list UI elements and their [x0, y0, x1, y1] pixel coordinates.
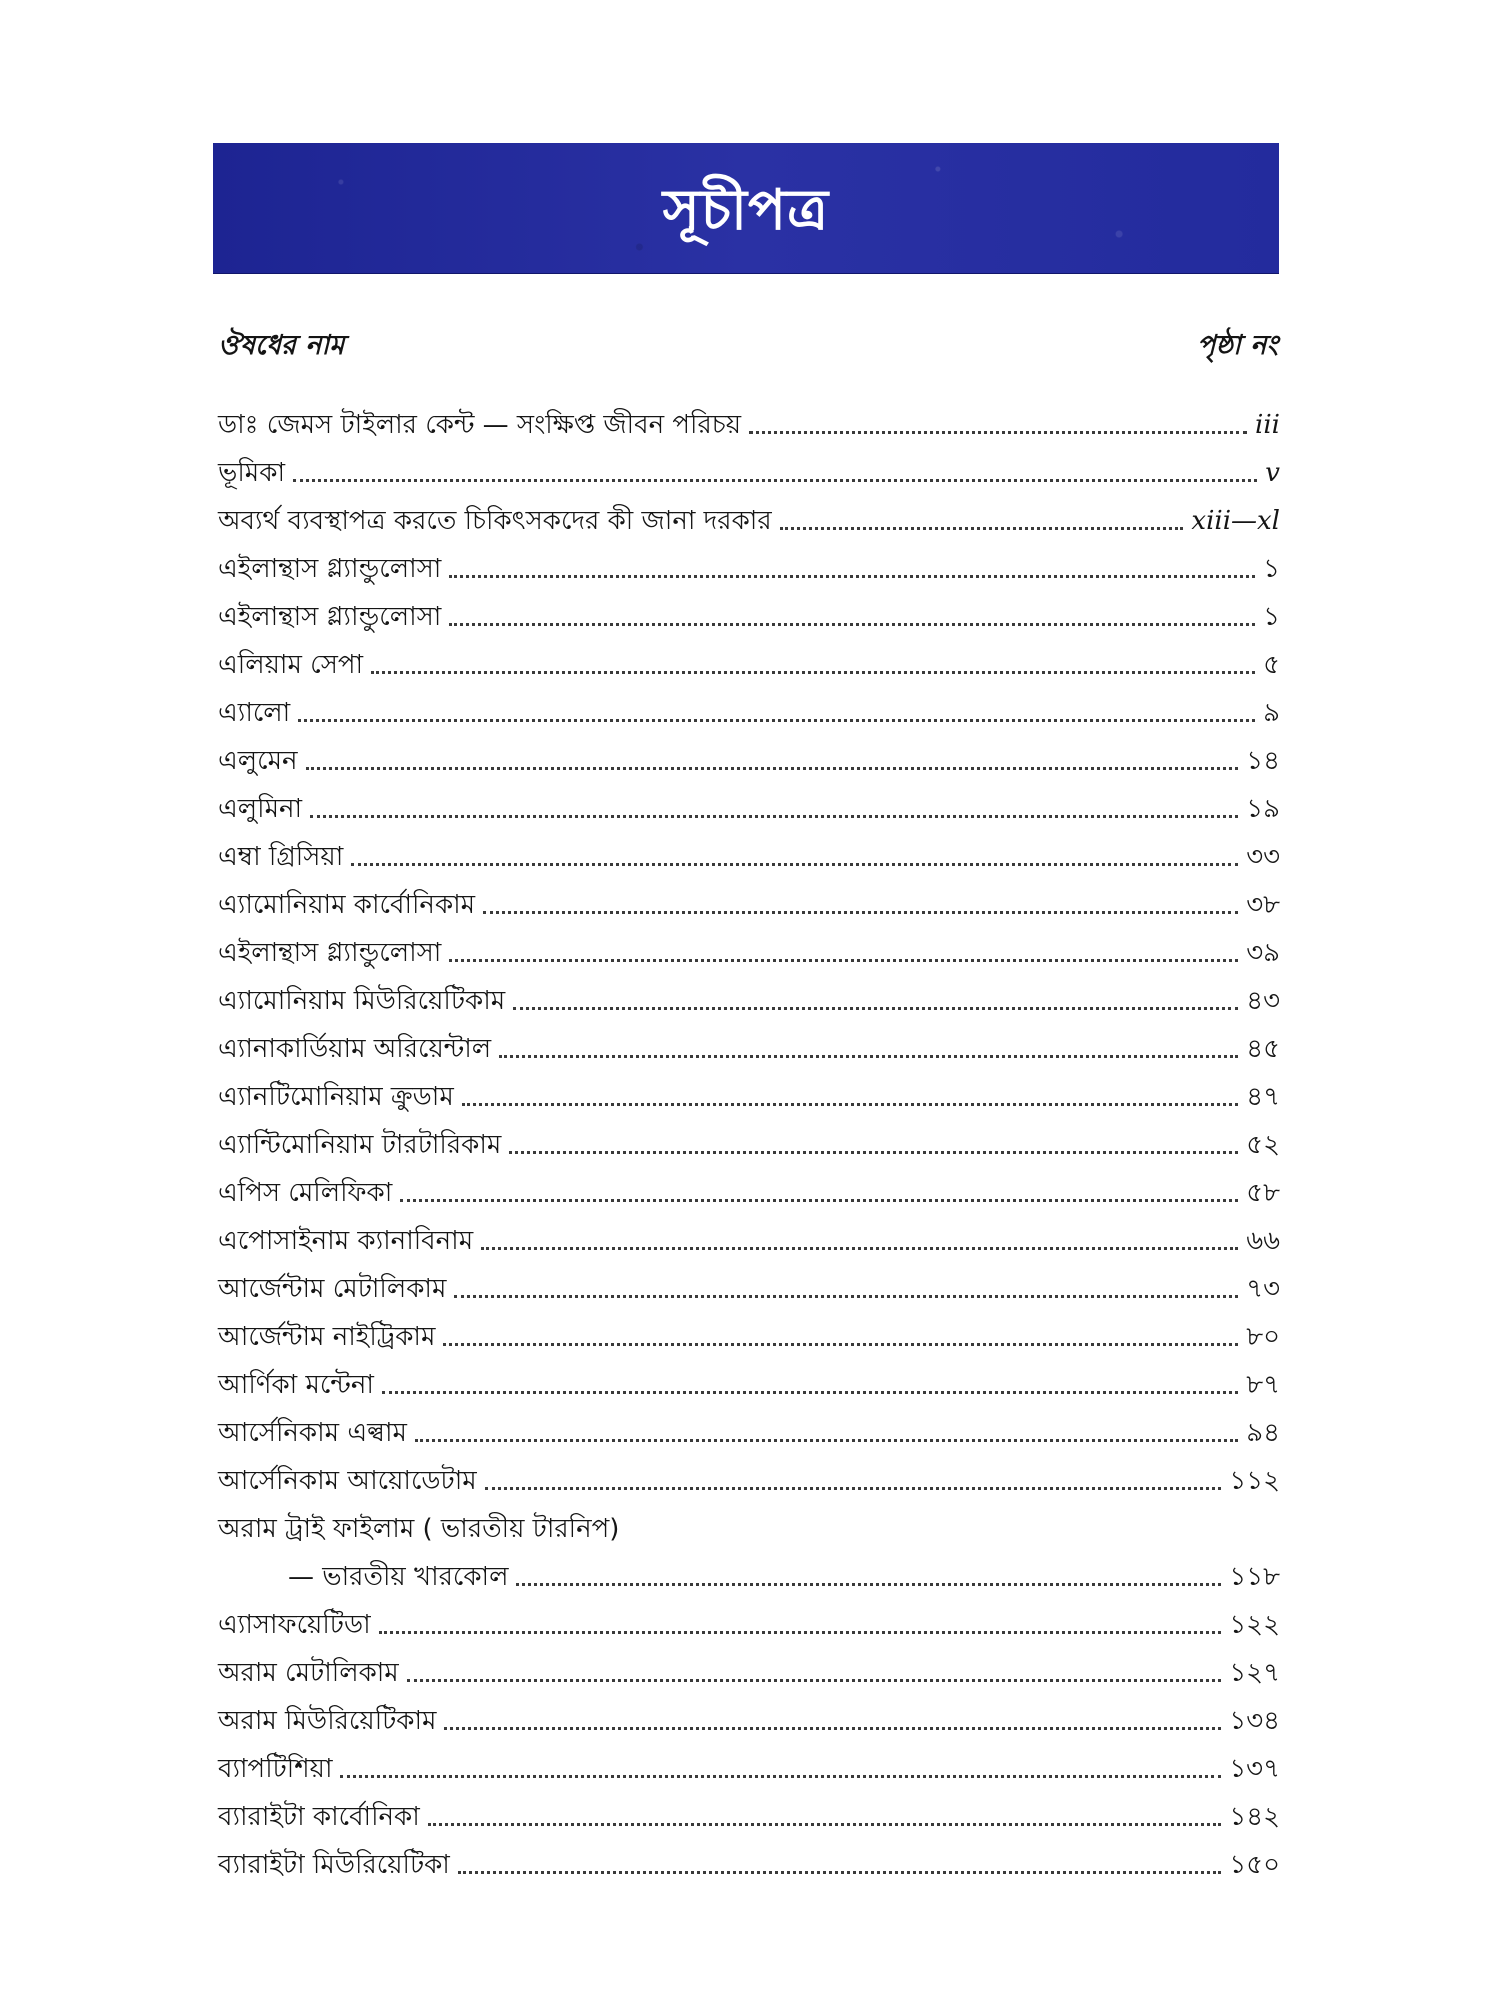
toc-entry-title: ব্যাপটিশিয়া	[218, 1754, 333, 1784]
toc-entry	[218, 1544, 1280, 1592]
toc-entry-page: ১১২	[1229, 1466, 1280, 1496]
toc-entry-page: ৪৫	[1246, 1034, 1280, 1064]
toc-entry	[218, 1448, 1280, 1496]
toc-entry-page: ১২২	[1229, 1610, 1280, 1640]
toc-entry	[218, 1832, 1280, 1880]
dot-leader	[513, 1006, 1238, 1010]
dot-leader	[449, 958, 1238, 962]
dot-leader	[780, 526, 1184, 530]
toc-entry-title: এইলান্থাস গ্ল্যান্ডুলোসা	[218, 602, 442, 632]
toc-entry	[218, 1496, 1280, 1544]
dot-leader	[499, 1054, 1238, 1058]
toc-entry-title: ভূমিকা	[218, 458, 285, 488]
title-banner	[213, 143, 1279, 273]
toc-entry-title: — ভারতীয় খারকোল	[288, 1562, 509, 1592]
toc-entry-title: এলুমিনা	[218, 794, 303, 824]
dot-leader	[443, 1342, 1238, 1346]
toc-entry-page: ৪৩	[1246, 986, 1280, 1016]
dot-leader	[458, 1870, 1221, 1874]
toc-entry-title: এইলান্থাস গ্ল্যান্ডুলোসা	[218, 938, 442, 968]
toc-entry-page: ৯	[1263, 698, 1280, 728]
column-header-medicine-name: ঔষধের নাম	[218, 330, 345, 361]
toc-entry-page: ৫২	[1246, 1130, 1280, 1160]
toc-entry-page: ৫	[1263, 650, 1280, 680]
dot-leader	[749, 430, 1247, 434]
dot-leader	[454, 1294, 1238, 1298]
toc-entry	[218, 440, 1280, 488]
toc-entry-page: ১	[1263, 602, 1280, 632]
toc-entry	[218, 1016, 1280, 1064]
toc-entry	[218, 872, 1280, 920]
toc-entry-page: ৬৬	[1246, 1226, 1280, 1256]
dot-leader	[293, 478, 1257, 482]
toc-entry-title: এ্যানটিমোনিয়াম ক্রুডাম	[218, 1082, 454, 1112]
toc-entry	[218, 1352, 1280, 1400]
toc-entry-title: অরাম মিউরিয়েটিকাম	[218, 1706, 437, 1736]
toc-entry-title: ব্যারাইটা মিউরিয়েটিকা	[218, 1850, 450, 1880]
toc-entry-title: এলুমেন	[218, 746, 298, 776]
dot-leader	[400, 1198, 1238, 1202]
toc-entry	[218, 1160, 1280, 1208]
toc-entry-page: ৩৮	[1246, 890, 1280, 920]
dot-leader	[485, 1486, 1222, 1490]
toc-entry-title: এম্বা গ্রিসিয়া	[218, 842, 344, 872]
toc-entry	[218, 968, 1280, 1016]
toc-entry-title: ডাঃ জেমস টাইলার কেন্ট — সংক্ষিপ্ত জীবন পরিচয়	[218, 410, 742, 440]
column-header-page-number: পৃষ্ঠা নং	[1197, 330, 1278, 361]
toc-entry-title: ব্যারাইটা কার্বোনিকা	[218, 1802, 420, 1832]
toc-entry	[218, 776, 1280, 824]
toc-entry-page: ১৫০	[1229, 1850, 1280, 1880]
toc-entry-title: এইলান্থাস গ্ল্যান্ডুলোসা	[218, 554, 442, 584]
dot-leader	[382, 1390, 1238, 1394]
toc-entry	[218, 824, 1280, 872]
toc-entry	[218, 1736, 1280, 1784]
toc-entry	[218, 392, 1280, 440]
toc-entry	[218, 1400, 1280, 1448]
table-of-contents	[218, 392, 1280, 1880]
dot-leader	[509, 1150, 1238, 1154]
toc-entry-title: এ্যাসাফয়েটিডা	[218, 1610, 371, 1640]
toc-entry-title: আর্ণিকা মন্টেনা	[218, 1370, 374, 1400]
toc-entry-title: অরাম ট্রাই ফাইলাম ( ভারতীয় টারনিপ)	[218, 1514, 620, 1544]
toc-entry	[218, 728, 1280, 776]
toc-entry-title: আর্জেন্টাম মেটালিকাম	[218, 1274, 447, 1304]
toc-entry-page: ১১৮	[1229, 1562, 1280, 1592]
dot-leader	[407, 1678, 1222, 1682]
dot-leader	[298, 718, 1255, 722]
toc-entry-page: ১৪২	[1229, 1802, 1280, 1832]
toc-entry-page: ১৩৭	[1229, 1754, 1280, 1784]
toc-entry-page: ৮০	[1246, 1322, 1280, 1352]
toc-entry-page: ১৯	[1246, 794, 1280, 824]
toc-entry	[218, 536, 1280, 584]
toc-entry	[218, 1784, 1280, 1832]
toc-entry-title: এলিয়াম সেপা	[218, 650, 364, 680]
toc-entry-title: আর্সেনিকাম আয়োডেটাম	[218, 1466, 477, 1496]
toc-entry-title: এ্যালো	[218, 698, 291, 728]
toc-entry-title: এ্যানাকার্ডিয়াম অরিয়েন্টাল	[218, 1034, 492, 1064]
dot-leader	[444, 1726, 1221, 1730]
dot-leader	[483, 910, 1238, 914]
toc-entry-title: অব্যর্থ ব্যবস্থাপত্র করতে চিকিৎসকদের কী জানা দরকার	[218, 506, 772, 536]
toc-entry-page: ৭৩	[1246, 1274, 1280, 1304]
toc-entry	[218, 920, 1280, 968]
toc-entry-title: এ্যামোনিয়াম মিউরিয়েটিকাম	[218, 986, 506, 1016]
toc-entry-page: ৪৭	[1246, 1082, 1280, 1112]
toc-entry-title: এপোসাইনাম ক্যানাবিনাম	[218, 1226, 474, 1256]
toc-entry-title: আর্সেনিকাম এল্বাম	[218, 1418, 407, 1448]
toc-entry	[218, 488, 1280, 536]
toc-entry-page: ৯৪	[1246, 1418, 1280, 1448]
toc-entry	[218, 1688, 1280, 1736]
toc-entry	[218, 1640, 1280, 1688]
dot-leader	[351, 862, 1238, 866]
page-title: সূচীপত্র	[662, 178, 830, 243]
toc-entry-page: v	[1265, 458, 1280, 488]
dot-leader	[449, 574, 1255, 578]
toc-entry-page: ১৩৪	[1229, 1706, 1280, 1736]
toc-entry-page: xiii—xl	[1191, 506, 1280, 536]
dot-leader	[449, 622, 1255, 626]
toc-entry-page: ১৪	[1246, 746, 1280, 776]
toc-entry	[218, 584, 1280, 632]
toc-entry-page: iii	[1255, 410, 1280, 440]
toc-entry-page: ৮৭	[1246, 1370, 1280, 1400]
toc-entry	[218, 1208, 1280, 1256]
toc-entry-page: ৫৮	[1246, 1178, 1280, 1208]
toc-entry-page: ১	[1263, 554, 1280, 584]
dot-leader	[428, 1822, 1222, 1826]
toc-entry-title: এ্যামোনিয়াম কার্বোনিকাম	[218, 890, 476, 920]
dot-leader	[379, 1630, 1222, 1634]
toc-entry	[218, 1304, 1280, 1352]
toc-entry	[218, 680, 1280, 728]
dot-leader	[310, 814, 1238, 818]
dot-leader	[371, 670, 1255, 674]
dot-leader	[481, 1246, 1238, 1250]
toc-entry	[218, 632, 1280, 680]
toc-entry-title: আর্জেন্টাম নাইট্রিকাম	[218, 1322, 436, 1352]
dot-leader	[340, 1774, 1221, 1778]
toc-entry	[218, 1592, 1280, 1640]
toc-entry	[218, 1256, 1280, 1304]
toc-entry-title: এ্যান্টিমোনিয়াম টারটারিকাম	[218, 1130, 502, 1160]
toc-entry	[218, 1112, 1280, 1160]
dot-leader	[516, 1582, 1221, 1586]
dot-leader	[462, 1102, 1238, 1106]
toc-entry-title: এপিস মেলিফিকা	[218, 1178, 393, 1208]
dot-leader	[306, 766, 1239, 770]
dot-leader	[415, 1438, 1238, 1442]
toc-entry-title: অরাম মেটালিকাম	[218, 1658, 399, 1688]
toc-entry-page: ৩৯	[1246, 938, 1280, 968]
toc-entry-page: ৩৩	[1246, 842, 1280, 872]
toc-entry-page: ১২৭	[1229, 1658, 1280, 1688]
toc-entry	[218, 1064, 1280, 1112]
